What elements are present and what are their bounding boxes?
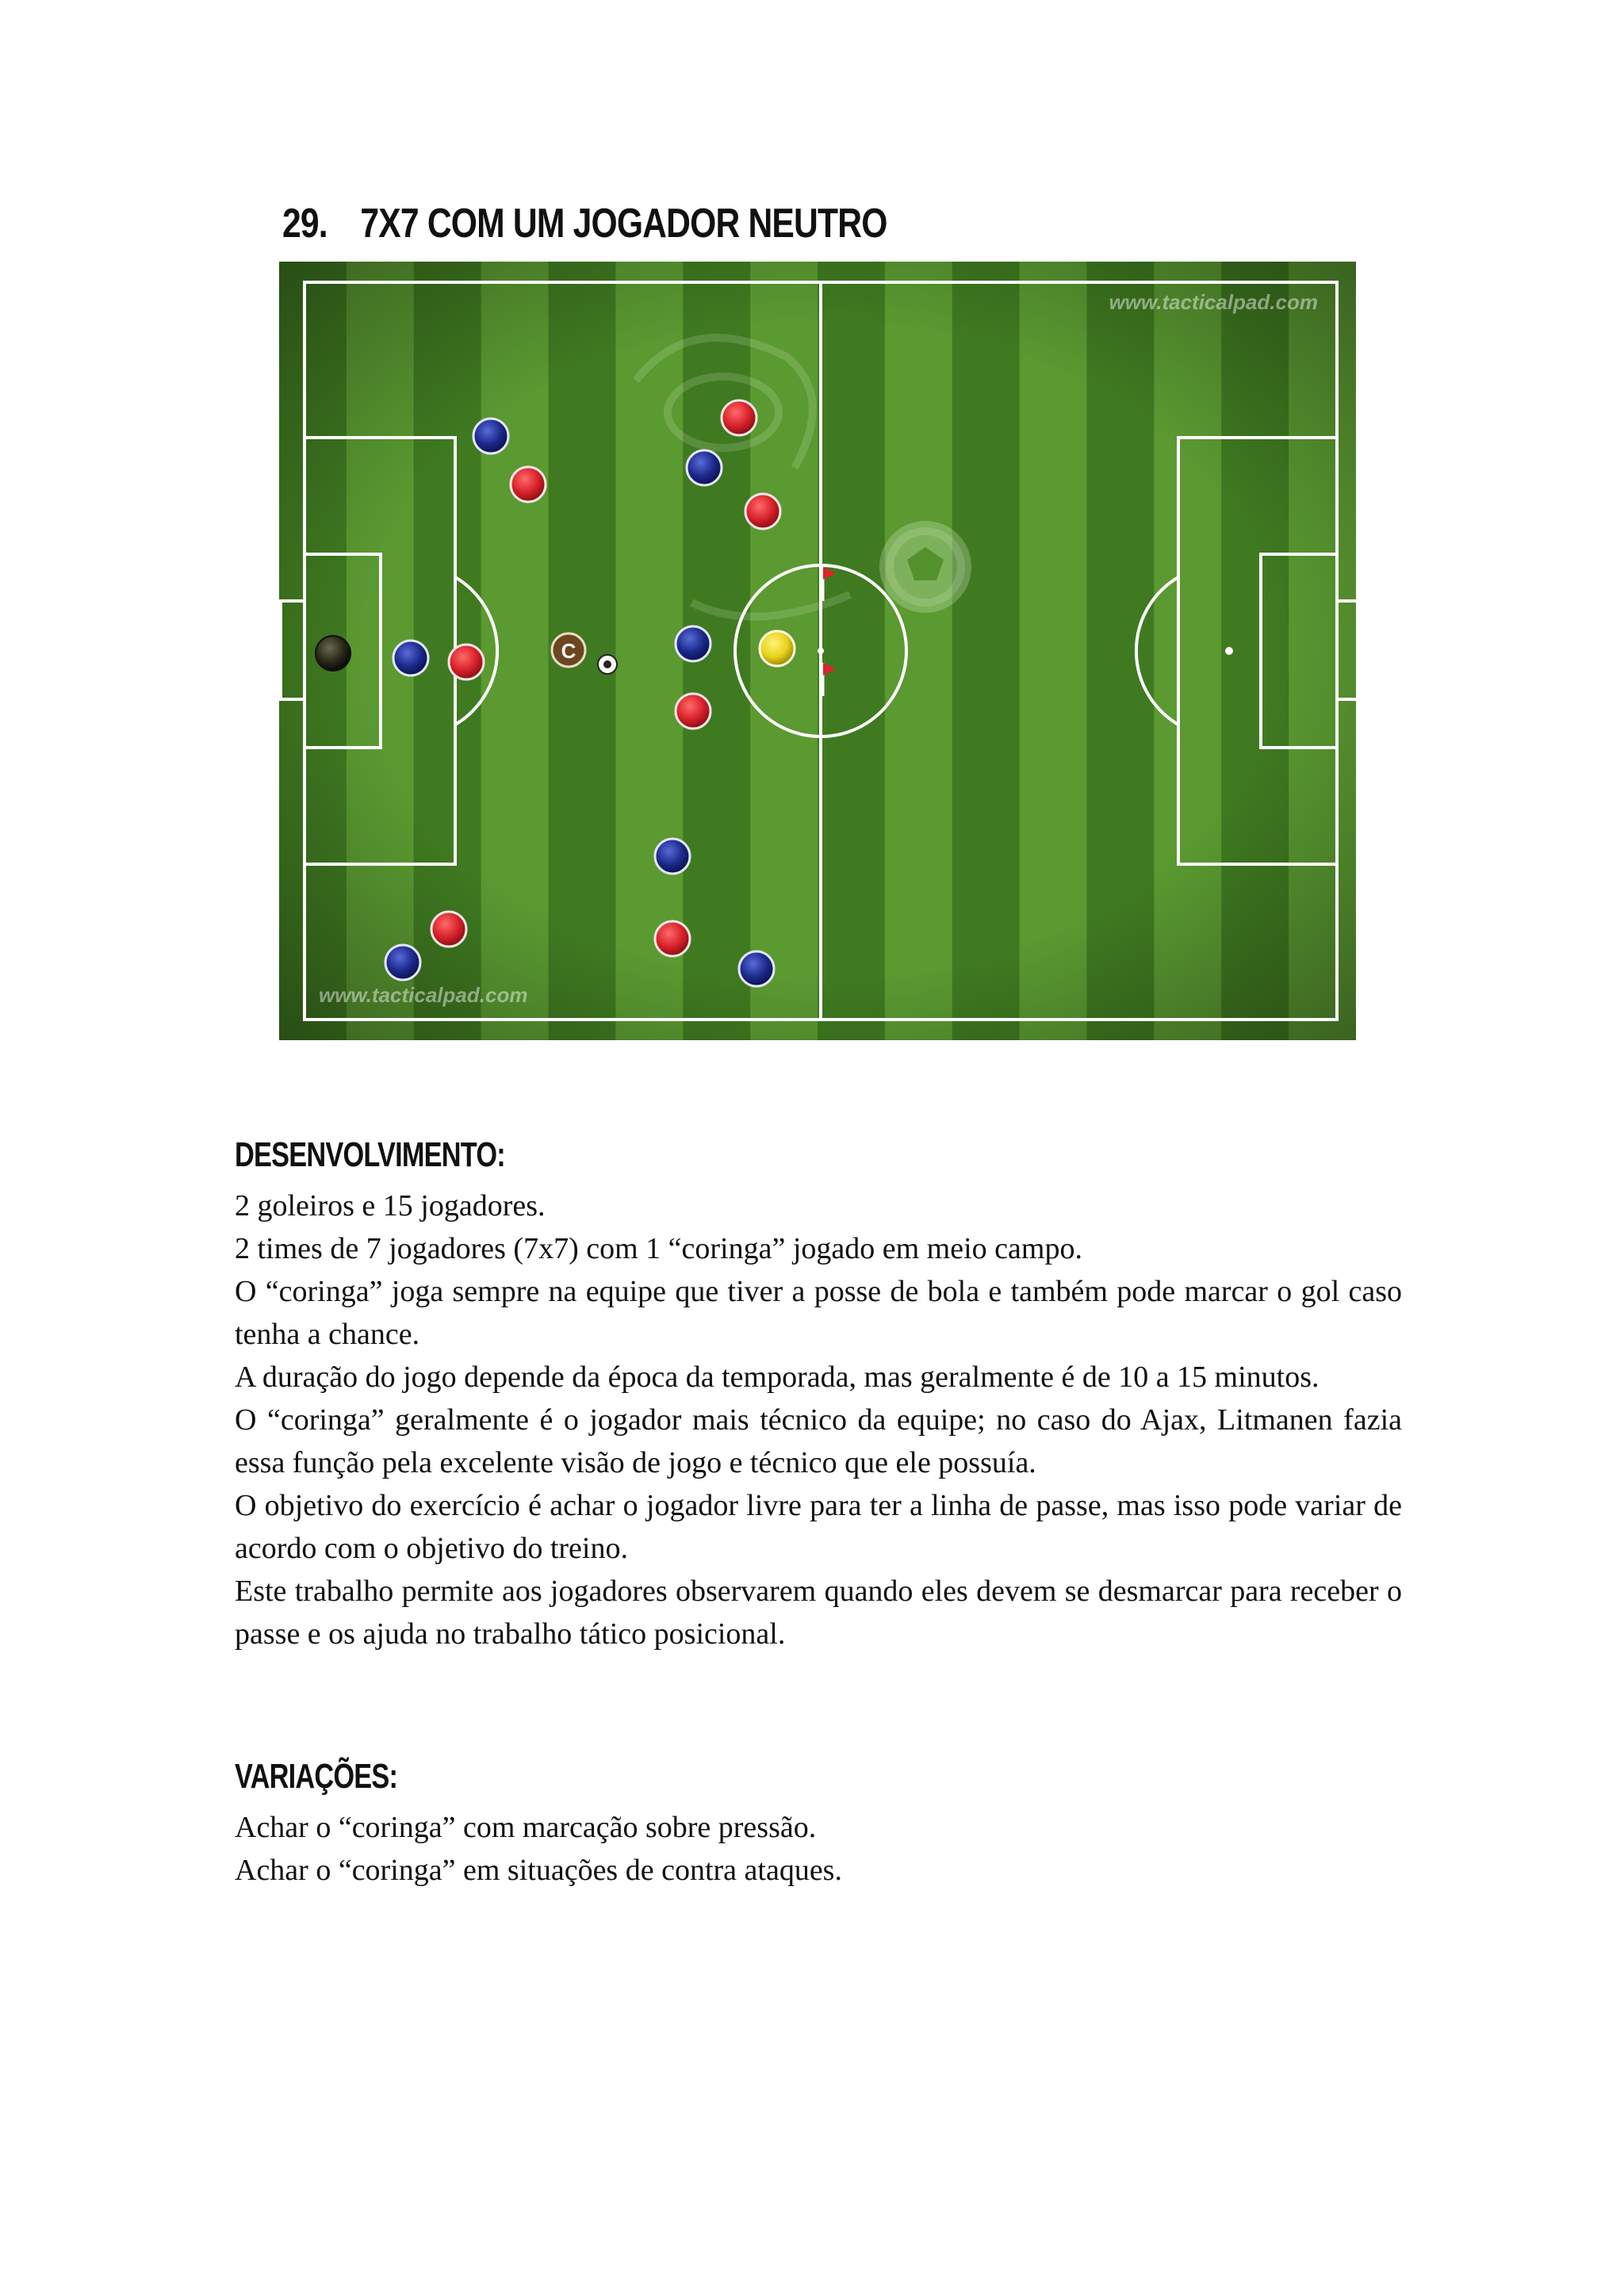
coach-marker xyxy=(552,633,585,667)
player-neutral-coringa xyxy=(760,631,795,666)
variation-item: Achar o “coringa” com marcação sobre pressão. xyxy=(235,1811,817,1844)
development-paragraph: 2 goleiros e 15 jogadores. xyxy=(235,1189,546,1223)
tactical-field-diagram xyxy=(279,262,1356,1040)
development-paragraph: Este trabalho permite aos jogadores observarem quando eles devem se desmarcar para receber o passe e os ajuda no trabalho tático posicional. xyxy=(235,1575,1402,1651)
variations-text xyxy=(235,1806,1402,1892)
development-paragraph: O “coringa” joga sempre na equipe que tiver a posse de bola e também pode marcar o gol caso tenha a chance. xyxy=(235,1275,1402,1351)
development-paragraph: O objetivo do exercício é achar o jogador livre para ter a linha de passe, mas isso pode variar de acordo com o objetivo do treino. xyxy=(235,1489,1402,1565)
player-red xyxy=(449,645,484,679)
player-blue xyxy=(739,951,774,986)
development-text xyxy=(235,1184,1402,1655)
coach-letter: C xyxy=(561,639,576,663)
ball xyxy=(598,655,617,674)
development-paragraph: 2 times de 7 jogadores (7x7) com 1 “coringa” jogado em meio campo. xyxy=(235,1232,1082,1265)
player-blue xyxy=(655,839,690,874)
development-heading: DESENVOLVIMENTO: xyxy=(235,1135,505,1174)
player-red xyxy=(655,921,690,956)
player-goalkeeper-left xyxy=(316,636,350,671)
watermark-top: www.tacticalpad.com xyxy=(1109,290,1318,314)
development-paragraph: O “coringa” geralmente é o jogador mais técnico da equipe; no caso do Ajax, Litmanen fazia essa função pela excelente visão de jogo e técnico que ele possuía. xyxy=(235,1403,1402,1479)
exercise-name: 7X7 COM UM JOGADOR NEUTRO xyxy=(360,201,887,247)
background-ball xyxy=(879,521,971,613)
exercise-number: 29. xyxy=(282,201,327,247)
player-blue xyxy=(687,450,722,485)
player-blue xyxy=(385,945,420,980)
player-blue xyxy=(473,419,508,453)
player-blue xyxy=(676,626,710,661)
player-red xyxy=(676,694,710,729)
development-paragraph: A duração do jogo depende da época da temporada, mas geralmente é de 10 a 15 minutos. xyxy=(235,1360,1320,1394)
exercise-title xyxy=(282,200,887,247)
player-red xyxy=(431,912,466,947)
player-red xyxy=(722,400,756,435)
player-blue xyxy=(393,641,428,675)
variations-heading: VARIAÇÕES: xyxy=(235,1757,398,1796)
variation-item: Achar o “coringa” em situações de contra ataques. xyxy=(235,1854,842,1887)
player-red xyxy=(511,467,546,502)
right-penalty-spot xyxy=(1225,647,1233,655)
player-red xyxy=(745,494,780,529)
watermark-bottom: www.tacticalpad.com xyxy=(319,983,528,1007)
center-spot xyxy=(818,648,824,654)
